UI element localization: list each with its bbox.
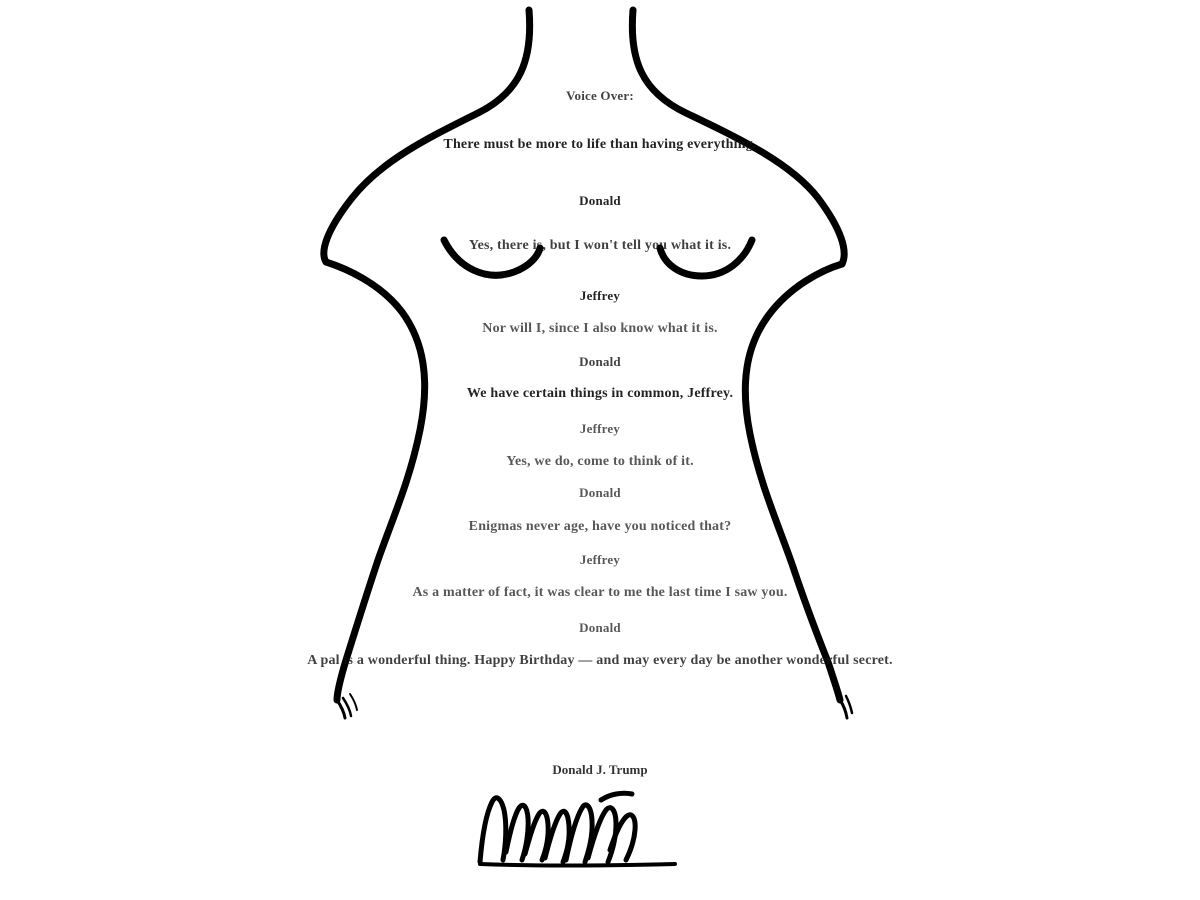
script-line-dialog: Enigmas never age, have you noticed that? xyxy=(468,519,732,534)
script-line-speaker: Jeffrey xyxy=(579,552,621,567)
script-line-dialog: A pal is a wonderful thing. Happy Birthday — and may every day be another wonderful secret. xyxy=(307,653,893,668)
script-line-dialog: Yes, there is, but I won't tell you what it is. xyxy=(468,238,732,253)
script-line-speaker: Jeffrey xyxy=(579,288,621,303)
script-line-dialog: As a matter of fact, it was clear to me the last time I saw you. xyxy=(412,585,788,600)
script-line-speaker: Donald xyxy=(579,354,621,369)
script-line-speaker: Donald xyxy=(579,620,621,635)
script-line-speaker: Voice Over: xyxy=(566,88,634,103)
signature-name: Donald J. Trump xyxy=(552,762,648,777)
script-line-dialog: Nor will I, since I also know what it is. xyxy=(482,321,718,336)
script-line-dialog: There must be more to life than having everything. xyxy=(443,137,757,152)
script-line-dialog: We have certain things in common, Jeffrey. xyxy=(466,386,734,401)
handwritten-signature-donald xyxy=(470,780,730,875)
script-line-speaker: Donald xyxy=(579,485,621,500)
signature-block xyxy=(0,762,1200,880)
script-line-speaker: Jeffrey xyxy=(579,421,621,436)
script-line-dialog: Yes, we do, come to think of it. xyxy=(506,454,694,469)
script-line-speaker: Donald xyxy=(579,193,621,208)
